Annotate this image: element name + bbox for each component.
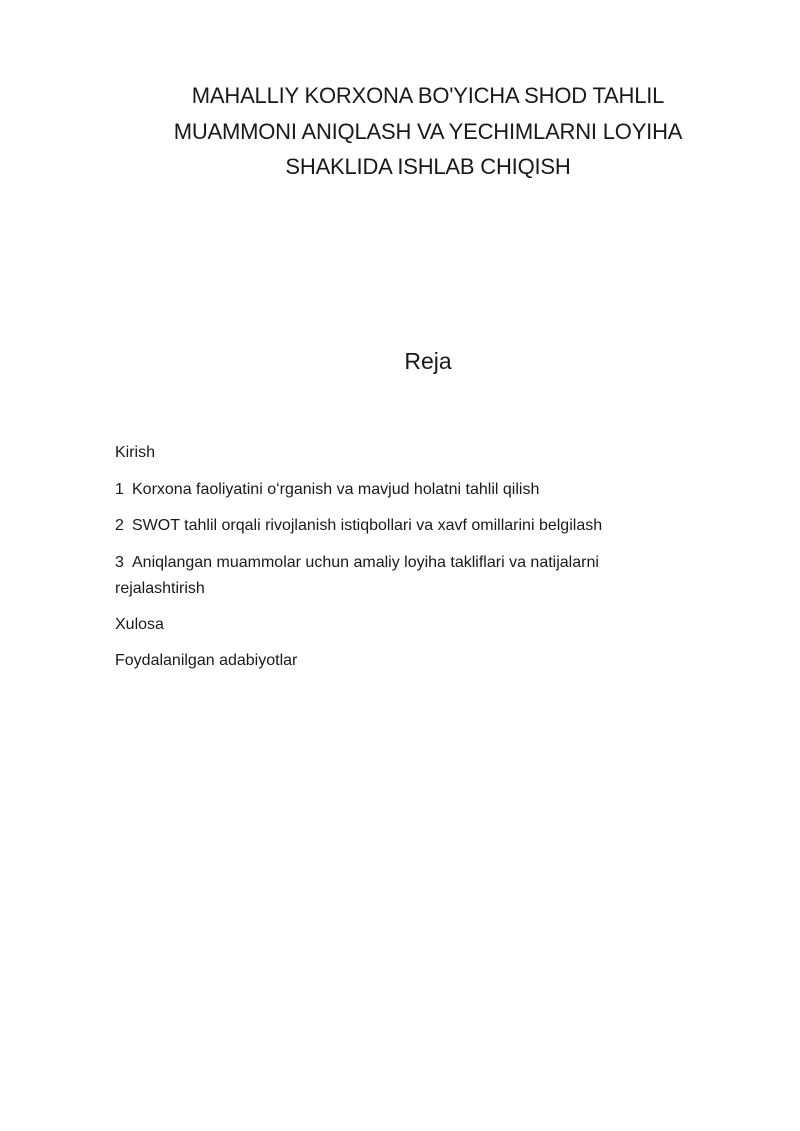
plan-item-text: Aniqlangan muammolar uchun amaliy loyiha takliflari va natijalarni	[132, 553, 599, 571]
plan-list	[115, 440, 675, 685]
plan-item-number: 2	[115, 517, 124, 534]
plan-item-number: 3	[115, 553, 124, 571]
title-line-1: MAHALLIY KORXONA BO'YICHA SHOD TAHLIL	[191, 83, 665, 108]
plan-item-1	[115, 477, 675, 503]
title-line-2: MUAMMONI ANIQLASH VA YECHIMLARNI LOYIHA	[173, 118, 683, 144]
document-title	[130, 78, 726, 185]
plan-intro: Kirish	[115, 444, 156, 461]
plan-item-3	[115, 550, 675, 602]
plan-item-text-continued: rejalashtirish	[115, 579, 205, 597]
plan-heading: Reja	[404, 348, 452, 374]
plan-references: Foydalanilgan adabiyotlar	[115, 652, 298, 669]
plan-item-number: 1	[115, 480, 124, 498]
plan-item-text: Korxona faoliyatini oʻrganish va mavjud holatni tahlil qilish	[132, 480, 540, 498]
plan-conclusion: Xulosa	[115, 615, 164, 633]
plan-item-2	[115, 513, 675, 539]
title-line-3: SHAKLIDA ISHLAB CHIQISH	[285, 154, 571, 179]
plan-item-text: SWOT tahlil orqali rivojlanish istiqbollari va xavf omillarini belgilash	[132, 517, 603, 534]
